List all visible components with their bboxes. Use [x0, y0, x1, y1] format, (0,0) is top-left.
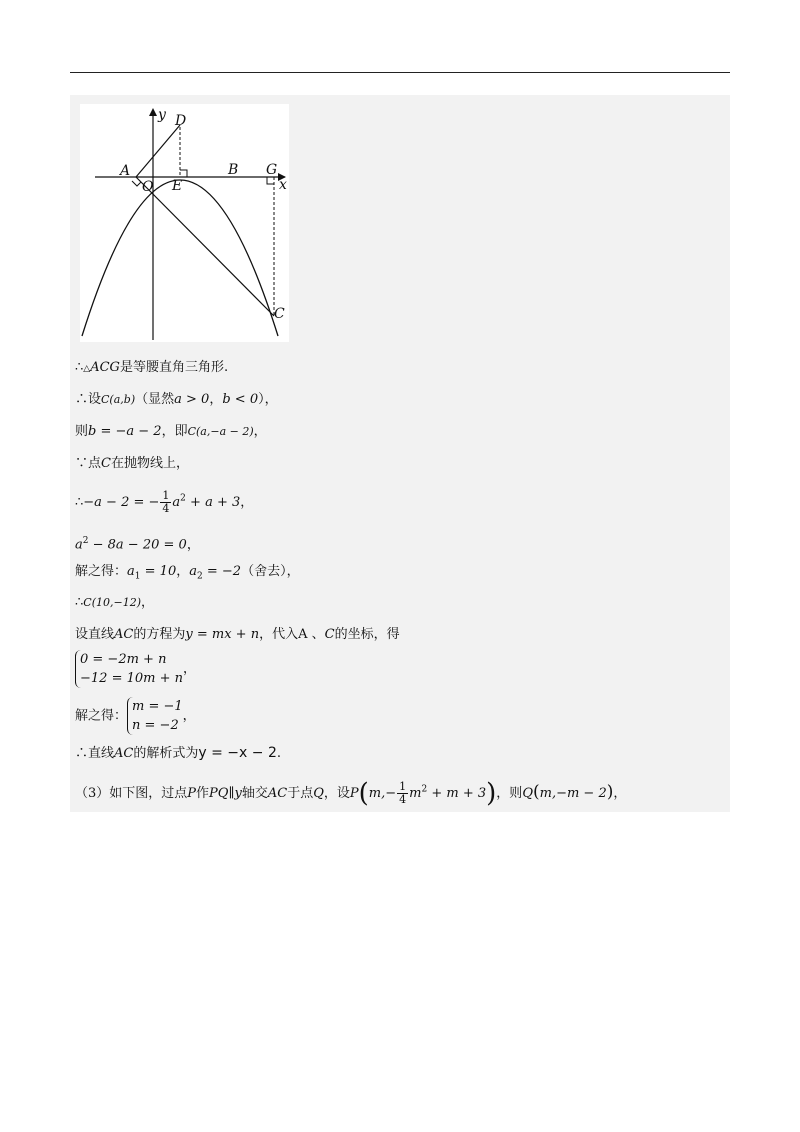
- math-a: a: [75, 537, 83, 553]
- subscript: 2: [197, 571, 203, 582]
- text: ∴直线: [75, 746, 115, 761]
- text: （3）如下图，过点: [75, 786, 188, 801]
- math-ac: AC: [267, 786, 288, 801]
- equation-system-2: [127, 697, 183, 735]
- segment-ac: [136, 177, 274, 316]
- text: 的解析式为: [133, 746, 199, 761]
- fraction-one-quarter: [160, 490, 171, 515]
- text: ，: [176, 564, 190, 579]
- math-p-coord-end: + m + 3: [427, 786, 487, 801]
- line-4: [75, 456, 189, 472]
- text: 的方程为: [133, 627, 186, 642]
- line-1: [75, 360, 228, 377]
- text: 设直线: [75, 627, 115, 642]
- math-a: a: [172, 495, 181, 510]
- label-x: x: [279, 177, 287, 193]
- text: ，: [613, 786, 627, 801]
- right-angle-a: [132, 181, 141, 186]
- math-b-equation: b = −a − 2: [88, 424, 162, 439]
- equation: −12 = 10m + n: [80, 671, 183, 686]
- label-o: O: [142, 179, 154, 195]
- label-c: C: [274, 306, 285, 322]
- text: （舍去），: [241, 564, 300, 579]
- text: ，代入A 、: [259, 627, 325, 642]
- line-5: [75, 490, 253, 515]
- text: ∴设: [75, 392, 102, 407]
- math-m: m: [409, 786, 422, 801]
- text: ，: [182, 708, 196, 724]
- math-q: Q: [522, 786, 533, 801]
- right-paren: ): [606, 782, 614, 802]
- line-2: [75, 392, 278, 408]
- equation: n = −2: [132, 718, 179, 733]
- text: ，: [186, 537, 200, 553]
- math-p: P: [187, 786, 197, 801]
- text: ，: [209, 392, 223, 407]
- therefore-symbol: ∴: [75, 360, 84, 375]
- text: ，: [141, 595, 155, 610]
- math-c: C: [101, 456, 111, 471]
- math-rhs: + a + 3: [185, 495, 241, 510]
- math-result: y = −x − 2: [198, 745, 277, 761]
- triangle-symbol: △: [83, 364, 91, 374]
- text: ，设: [323, 786, 350, 801]
- text: ，则: [496, 786, 523, 801]
- text: 轴交: [241, 786, 268, 801]
- math-lhs: −a − 2 = −: [83, 495, 160, 510]
- parabola-figure: [80, 104, 289, 342]
- text: ，: [240, 495, 254, 510]
- math-b-negative: b < 0: [222, 392, 259, 407]
- math-a-positive: a > 0: [174, 392, 210, 407]
- line-12: [75, 745, 281, 762]
- text: 解之得：: [75, 708, 128, 724]
- math-pq: PQ: [209, 786, 229, 801]
- line-6: [75, 533, 200, 553]
- math-ac: AC: [114, 746, 134, 761]
- text: 解之得：: [75, 564, 128, 579]
- text: 是等腰直角三角形.: [119, 360, 229, 375]
- math-a: a: [127, 564, 135, 579]
- numerator: 1: [162, 489, 170, 502]
- math-c-ab: C(a,b): [101, 393, 136, 406]
- equation: 0 = −2m + n: [80, 652, 167, 667]
- text: ，即: [161, 424, 188, 439]
- text: ∴: [75, 595, 84, 610]
- text: ，: [183, 661, 197, 677]
- y-axis-arrow: [149, 108, 157, 116]
- label-g: G: [266, 162, 278, 178]
- label-d: D: [175, 113, 187, 129]
- right-paren: ): [486, 778, 497, 809]
- label-y: y: [158, 107, 166, 123]
- math-c: C: [324, 627, 335, 642]
- text: 在抛物线上，: [110, 456, 189, 471]
- math-ac: AC: [114, 627, 134, 642]
- math-quadratic: − 8a − 20 = 0: [88, 537, 187, 553]
- line-13: [75, 778, 627, 809]
- math-acg: ACG: [90, 360, 120, 375]
- numerator: 1: [399, 780, 407, 793]
- label-a: A: [120, 163, 131, 179]
- equation-system-1: [75, 650, 183, 688]
- equation: m = −1: [132, 699, 183, 714]
- exponent: 2: [82, 536, 89, 546]
- line-8: [75, 595, 154, 611]
- line-7: [75, 564, 300, 585]
- math-c-point: C(a,−a − 2): [187, 425, 254, 438]
- math-q: Q: [313, 786, 324, 801]
- math-a: a: [189, 564, 197, 579]
- denominator: 4: [399, 793, 407, 806]
- segment-ad: [136, 125, 180, 177]
- text: 的坐标，得: [334, 627, 400, 642]
- math-p: P: [349, 786, 359, 801]
- line-9: [75, 627, 400, 643]
- denominator: 4: [162, 502, 170, 515]
- subscript: 1: [134, 571, 141, 582]
- line-11: [75, 697, 196, 735]
- math-y: y: [234, 786, 242, 801]
- exponent: 2: [421, 784, 428, 795]
- math-c-point: C(10,−12): [83, 596, 141, 609]
- text: .: [276, 746, 281, 761]
- header-rule: [70, 72, 730, 73]
- label-e: E: [172, 178, 183, 194]
- math-q-coord: m,−m − 2: [539, 786, 607, 801]
- left-paren: (: [532, 782, 540, 802]
- text: 于点: [287, 786, 314, 801]
- left-paren: (: [358, 778, 369, 809]
- exponent: 2: [180, 493, 186, 504]
- label-b: B: [228, 162, 239, 178]
- right-angle-e: [180, 170, 187, 177]
- right-angle-g: [267, 177, 274, 184]
- math-root-2: = −2: [202, 564, 242, 579]
- text: ∴: [75, 495, 84, 510]
- text: ，: [253, 424, 267, 439]
- parabola-curve: [82, 180, 278, 336]
- line-10: [75, 650, 196, 688]
- fraction-one-quarter: [397, 781, 408, 806]
- math-root-1: = 10: [140, 564, 177, 579]
- line-3: [75, 424, 267, 440]
- text: 作: [196, 786, 210, 801]
- text: （显然: [135, 392, 175, 407]
- parallel-symbol: ∥: [228, 786, 235, 801]
- math-line-equation: y = mx + n: [185, 627, 260, 642]
- text: ），: [258, 392, 278, 407]
- text: ∵点: [75, 456, 102, 471]
- text: 则: [75, 424, 89, 439]
- math-p-coord-start: m,−: [368, 786, 397, 801]
